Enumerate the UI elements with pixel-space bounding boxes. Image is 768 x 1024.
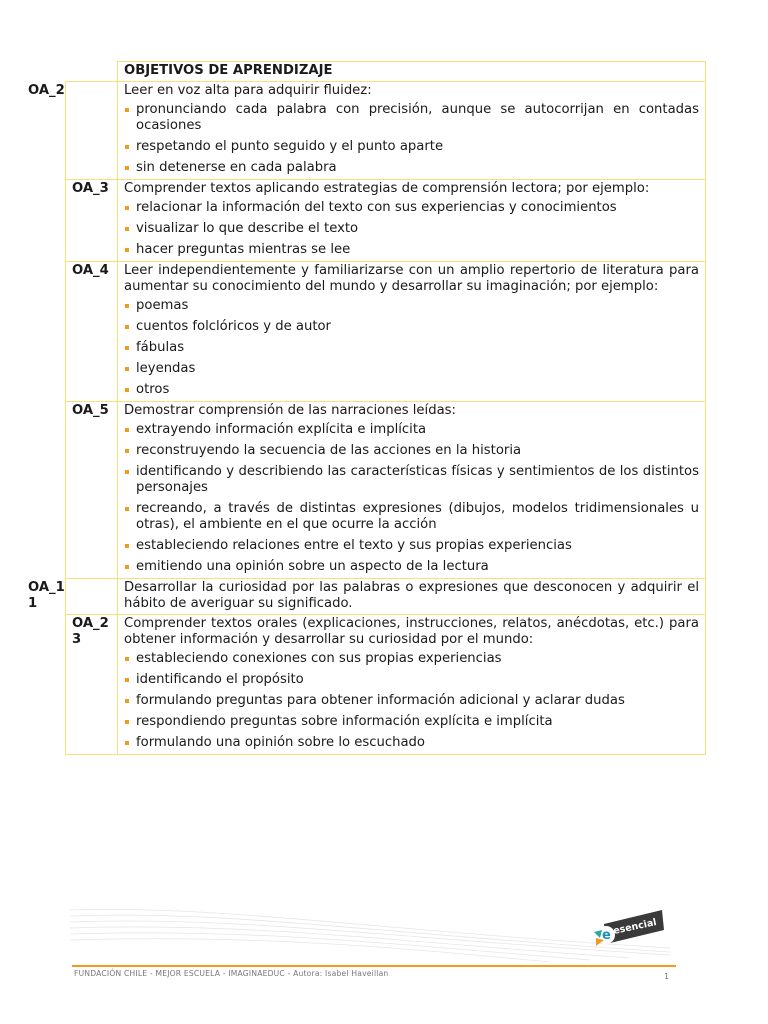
objective-item: identificando el propósito — [124, 672, 699, 688]
objective-items — [124, 200, 699, 258]
objective-item: identificando y describiendo las características físicas y sentimientos de los distintos personajes — [124, 464, 699, 496]
objective-row — [66, 402, 706, 579]
esencial-logo — [590, 908, 665, 950]
table-header: OBJETIVOS DE APRENDIZAJE — [118, 62, 706, 82]
objective-item: cuentos folclóricos y de autor — [124, 319, 699, 335]
objectives-table — [28, 61, 706, 755]
objective-item: estableciendo conexiones con sus propias experiencias — [124, 651, 699, 667]
objective-item: emitiendo una opinión sobre un aspecto de la lectura — [124, 559, 699, 575]
svg-text:e: e — [602, 928, 611, 943]
objective-intro: Leer independientemente y familiarizarse con un amplio repertorio de literatura para aumentar su conocimiento del mundo y desarrollar su imaginación; por ejemplo: — [124, 263, 699, 294]
objective-item: relacionar la información del texto con sus experiencias y conocimientos — [124, 200, 699, 216]
objective-items — [124, 422, 699, 575]
objective-item: fábulas — [124, 340, 699, 356]
objective-row — [66, 579, 706, 615]
header-row — [66, 62, 706, 82]
objective-intro: Demostrar comprensión de las narraciones leídas: — [124, 403, 456, 418]
objective-item: otros — [124, 382, 699, 398]
objective-items — [124, 298, 699, 398]
objective-row — [66, 262, 706, 402]
page-number: 1 — [664, 972, 670, 981]
objective-item: leyendas — [124, 361, 699, 377]
objective-text-cell — [118, 262, 706, 402]
objective-text-cell — [118, 180, 706, 262]
objective-text-cell — [118, 402, 706, 579]
objective-code-cell — [66, 262, 118, 402]
objective-row — [66, 180, 706, 262]
header-code-cell — [66, 62, 118, 82]
svg-text:esencial: esencial — [612, 917, 658, 937]
objective-text-cell — [118, 579, 706, 615]
objective-code: OA_4 — [72, 263, 109, 278]
objective-text-cell — [118, 82, 706, 180]
objective-item: respetando el punto seguido y el punto aparte — [124, 139, 699, 155]
objective-item: poemas — [124, 298, 699, 314]
objective-item: hacer preguntas mientras se lee — [124, 242, 699, 258]
objective-item: estableciendo relaciones entre el texto y sus propias experiencias — [124, 538, 699, 554]
objective-code: OA_11 — [28, 580, 65, 611]
footer-credits: FUNDACIÓN CHILE - MEJOR ESCUELA - IMAGINAEDUC - Autora: Isabel Haveillan — [74, 969, 389, 978]
objective-code-cell — [66, 180, 118, 262]
objective-code: OA_2 — [28, 83, 65, 98]
objective-intro: Desarrollar la curiosidad por las palabras o expresiones que desconocen y adquirir el hábito de averiguar su significado. — [124, 580, 699, 611]
objective-item: formulando preguntas para obtener información adicional y aclarar dudas — [124, 693, 699, 709]
objective-intro: Leer en voz alta para adquirir fluidez: — [124, 83, 372, 98]
objective-intro: Comprender textos orales (explicaciones, instrucciones, relatos, anécdotas, etc.) para obtener información y desarrollar su curiosidad por el mundo: — [124, 616, 699, 647]
objective-code-cell — [28, 82, 118, 180]
objective-item: sin detenerse en cada palabra — [124, 160, 699, 176]
objective-code-cell — [66, 402, 118, 579]
objective-items — [124, 651, 699, 751]
objective-text-cell — [118, 615, 706, 755]
objective-code: OA_5 — [72, 403, 109, 418]
objective-row — [66, 615, 706, 755]
objective-items — [124, 102, 699, 176]
objective-item: reconstruyendo la secuencia de las acciones en la historia — [124, 443, 699, 459]
objective-code: OA_3 — [72, 181, 109, 196]
objective-item: respondiendo preguntas sobre información explícita e implícita — [124, 714, 699, 730]
objective-code-cell — [28, 579, 118, 615]
footer-wave-decoration — [70, 900, 670, 962]
objective-item: visualizar lo que describe el texto — [124, 221, 699, 237]
objective-item: formulando una opinión sobre lo escuchado — [124, 735, 699, 751]
objective-item: pronunciando cada palabra con precisión, aunque se autocorrijan en contadas ocasiones — [124, 102, 699, 134]
objective-code: OA_23 — [72, 616, 109, 647]
objective-item: extrayendo información explícita e implícita — [124, 422, 699, 438]
footer-divider — [72, 965, 676, 967]
objective-code-cell — [66, 615, 118, 755]
objective-item: recreando, a través de distintas expresiones (dibujos, modelos tridimensionales u otras), el ambiente en el que ocurre la acción — [124, 501, 699, 533]
objective-row — [66, 82, 706, 180]
objective-intro: Comprender textos aplicando estrategias de comprensión lectora; por ejemplo: — [124, 181, 650, 196]
